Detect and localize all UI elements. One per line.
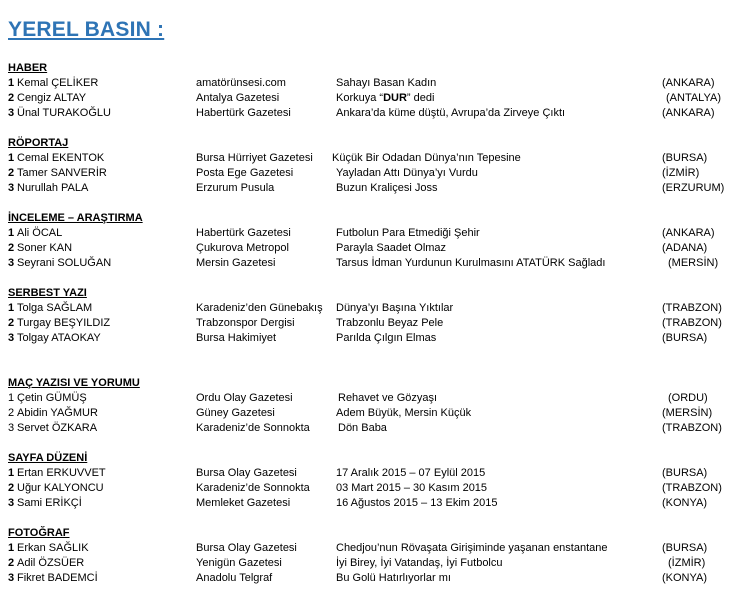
publication: Karadeniz’den Günebakış: [196, 302, 323, 314]
rank-number: 2: [8, 242, 15, 254]
rank-number: 2: [8, 167, 15, 179]
publication: Bursa Olay Gazetesi: [196, 467, 297, 479]
article-title: Parayla Saadet Olmaz: [336, 242, 447, 254]
rank-number: 1: [8, 467, 15, 479]
section-inceleme-arastirma: [8, 211, 738, 271]
publication: Bursa Hakimiyet: [196, 332, 277, 344]
article-title: Sahayı Basan Kadın: [336, 77, 437, 89]
author-name: Uğur KALYONCU: [17, 482, 104, 494]
article-title: Tarsus İdman Yurdunun Kurulmasını ATATÜRK Sağladı: [336, 257, 606, 269]
article-title: 03 Mart 2015 – 30 Kasım 2015: [336, 482, 488, 494]
section-heading: SAYFA DÜZENİ: [8, 452, 88, 464]
city: (ANTALYA): [666, 92, 722, 104]
article-title: Rehavet ve Gözyaşı: [338, 392, 438, 404]
article-title: Yayladan Attı Dünya’yı Vurdu: [336, 167, 478, 179]
list-item: [8, 91, 738, 106]
rank-number: 3: [8, 182, 15, 194]
rank-number: 2: [8, 407, 15, 419]
list-item: [8, 166, 738, 181]
author-name: Cengiz ALTAY: [17, 92, 87, 104]
section-roportaj: [8, 136, 738, 196]
city: (BURSA): [662, 152, 708, 164]
list-item: [8, 571, 738, 586]
section-heading: RÖPORTAJ: [8, 137, 69, 149]
list-item: [8, 301, 738, 316]
city: (ERZURUM): [662, 182, 725, 194]
article-title: İyi Birey, İyi Vatandaş, İyi Futbolcu: [336, 557, 503, 569]
list-item: [8, 226, 738, 241]
article-title: Futbolun Para Etmediği Şehir: [336, 227, 480, 239]
author-name: Nurullah PALA: [17, 182, 89, 194]
city: (ANKARA): [662, 77, 715, 89]
city: (ANKARA): [662, 107, 715, 119]
publication: Habertürk Gazetesi: [196, 227, 291, 239]
article-title: Dön Baba: [338, 422, 387, 434]
city: (MERSİN): [662, 407, 713, 419]
author-name: Tamer SANVERİR: [17, 167, 107, 179]
rank-number: 1: [8, 542, 15, 554]
city: (ADANA): [662, 242, 708, 254]
author-name: Cemal EKENTOK: [17, 152, 105, 164]
article-title: Buzun Kraliçesi Joss: [336, 182, 438, 194]
section-sayfa-duzeni: [8, 451, 738, 511]
city: (BURSA): [662, 467, 708, 479]
author-name: Adil ÖZSÜER: [17, 557, 85, 569]
list-item: [8, 241, 738, 256]
city: (TRABZON): [662, 302, 722, 314]
article-title: Ankara’da küme düştü, Avrupa’da Zirveye Çıktı: [336, 107, 566, 119]
list-item: [8, 556, 738, 571]
publication: Çukurova Metropol: [196, 242, 289, 254]
publication: Mersin Gazetesi: [196, 257, 276, 269]
list-item: [8, 151, 738, 166]
publication: Karadeniz’de Sonnokta: [196, 482, 310, 494]
publication: Memleket Gazetesi: [196, 497, 291, 509]
list-item: [8, 466, 738, 481]
list-item: [8, 391, 738, 406]
list-item: [8, 406, 738, 421]
rank-number: 2: [8, 482, 15, 494]
author-name: Seyrani SOLUĞAN: [17, 257, 112, 269]
publication: Yenigün Gazetesi: [196, 557, 282, 569]
author-name: Erkan SAĞLIK: [17, 542, 89, 554]
section-mac-yazisi-ve-yorumu: [8, 376, 738, 436]
publication: Bursa Hürriyet Gazetesi: [196, 152, 313, 164]
author-name: Sami ERİKÇİ: [17, 497, 82, 509]
author-name: Soner KAN: [17, 242, 73, 254]
publication: Erzurum Pusula: [196, 182, 275, 194]
article-title: Dünya’yı Başına Yıktılar: [336, 302, 454, 314]
city: (KONYA): [662, 497, 708, 509]
list-item: [8, 106, 738, 121]
author-name: Turgay BEŞYILDIZ: [17, 317, 111, 329]
section-haber: [8, 61, 738, 121]
publication: Ordu Olay Gazetesi: [196, 392, 293, 404]
publication: Posta Ege Gazetesi: [196, 167, 294, 179]
author-name: Ertan ERKUVVET: [17, 467, 106, 479]
city: (BURSA): [662, 542, 708, 554]
section-heading: SERBEST YAZI: [8, 287, 87, 299]
list-item: [8, 181, 738, 196]
author-name: Tolgay ATAOKAY: [17, 332, 101, 344]
article-title: Parılda Çılgın Elmas: [336, 332, 437, 344]
rank-number: 3: [8, 332, 15, 344]
city: (ORDU): [668, 392, 708, 404]
section-heading: MAÇ YAZISI VE YORUMU: [8, 377, 140, 389]
author-name: Çetin GÜMÜŞ: [17, 392, 87, 404]
section-heading: İNCELEME – ARAŞTIRMA: [8, 212, 143, 224]
city: (TRABZON): [662, 317, 722, 329]
article-title: [336, 91, 434, 106]
list-item: [8, 421, 738, 436]
city: (KONYA): [662, 572, 708, 584]
article-title: 16 Ağustos 2015 – 13 Ekim 2015: [336, 497, 498, 509]
rank-number: 2: [8, 92, 15, 104]
publication: Trabzonspor Dergisi: [196, 317, 295, 329]
article-title: Trabzonlu Beyaz Pele: [336, 317, 444, 329]
city: (İZMİR): [662, 167, 700, 179]
publication: Karadeniz’de Sonnokta: [196, 422, 310, 434]
article-title: Chedjou’nun Rövaşata Girişiminde yaşanan enstantane: [336, 542, 608, 554]
rank-number: 2: [8, 557, 15, 569]
city: (BURSA): [662, 332, 708, 344]
rank-number: 1: [8, 152, 15, 164]
publication: Antalya Gazetesi: [196, 92, 280, 104]
city: (ANKARA): [662, 227, 715, 239]
rank-number: 3: [8, 107, 15, 119]
city: (TRABZON): [662, 422, 722, 434]
rank-number: 1: [8, 392, 15, 404]
city: (TRABZON): [662, 482, 722, 494]
publication: Güney Gazetesi: [196, 407, 275, 419]
author-name: Abidin YAĞMUR: [17, 407, 98, 419]
rank-number: 3: [8, 422, 15, 434]
page-title: YEREL BASIN :: [8, 18, 165, 41]
section-heading: HABER: [8, 62, 48, 74]
publication: Habertürk Gazetesi: [196, 107, 291, 119]
author-name: Tolga SAĞLAM: [17, 302, 93, 314]
author-name: Fikret BADEMCİ: [17, 572, 98, 584]
title-bold-part: DUR: [383, 92, 407, 104]
rank-number: 3: [8, 572, 15, 584]
list-item: [8, 331, 738, 346]
author-name: Servet ÖZKARA: [17, 422, 98, 434]
article-title: Adem Büyük, Mersin Küçük: [336, 407, 472, 419]
author-name: Kemal ÇELİKER: [17, 77, 99, 89]
title-part: ” dedi: [406, 92, 435, 104]
list-item: [8, 256, 738, 271]
rank-number: 3: [8, 497, 15, 509]
title-part: Korkuya “: [336, 92, 384, 104]
list-item: [8, 76, 738, 91]
publication: amatörünsesi.com: [196, 77, 286, 89]
article-title: Bu Golü Hatırlıyorlar mı: [336, 572, 451, 584]
rank-number: 1: [8, 77, 15, 89]
list-item: [8, 541, 738, 556]
author-name: Ünal TURAKOĞLU: [17, 107, 111, 119]
rank-number: 1: [8, 302, 15, 314]
city: (İZMİR): [668, 557, 706, 569]
section-serbest-yazi: [8, 286, 738, 346]
section-heading: FOTOĞRAF: [8, 527, 70, 539]
publication: Bursa Olay Gazetesi: [196, 542, 297, 554]
section-fotograf: [8, 526, 738, 586]
rank-number: 2: [8, 317, 15, 329]
author-name: Ali ÖCAL: [17, 227, 63, 239]
list-item: [8, 316, 738, 331]
list-item: [8, 481, 738, 496]
article-title: 17 Aralık 2015 – 07 Eylül 2015: [336, 467, 486, 479]
article-title: Küçük Bir Odadan Dünya’nın Tepesine: [332, 152, 521, 164]
rank-number: 3: [8, 257, 15, 269]
rank-number: 1: [8, 227, 15, 239]
city: (MERSİN): [668, 257, 719, 269]
publication: Anadolu Telgraf: [196, 572, 273, 584]
list-item: [8, 496, 738, 511]
